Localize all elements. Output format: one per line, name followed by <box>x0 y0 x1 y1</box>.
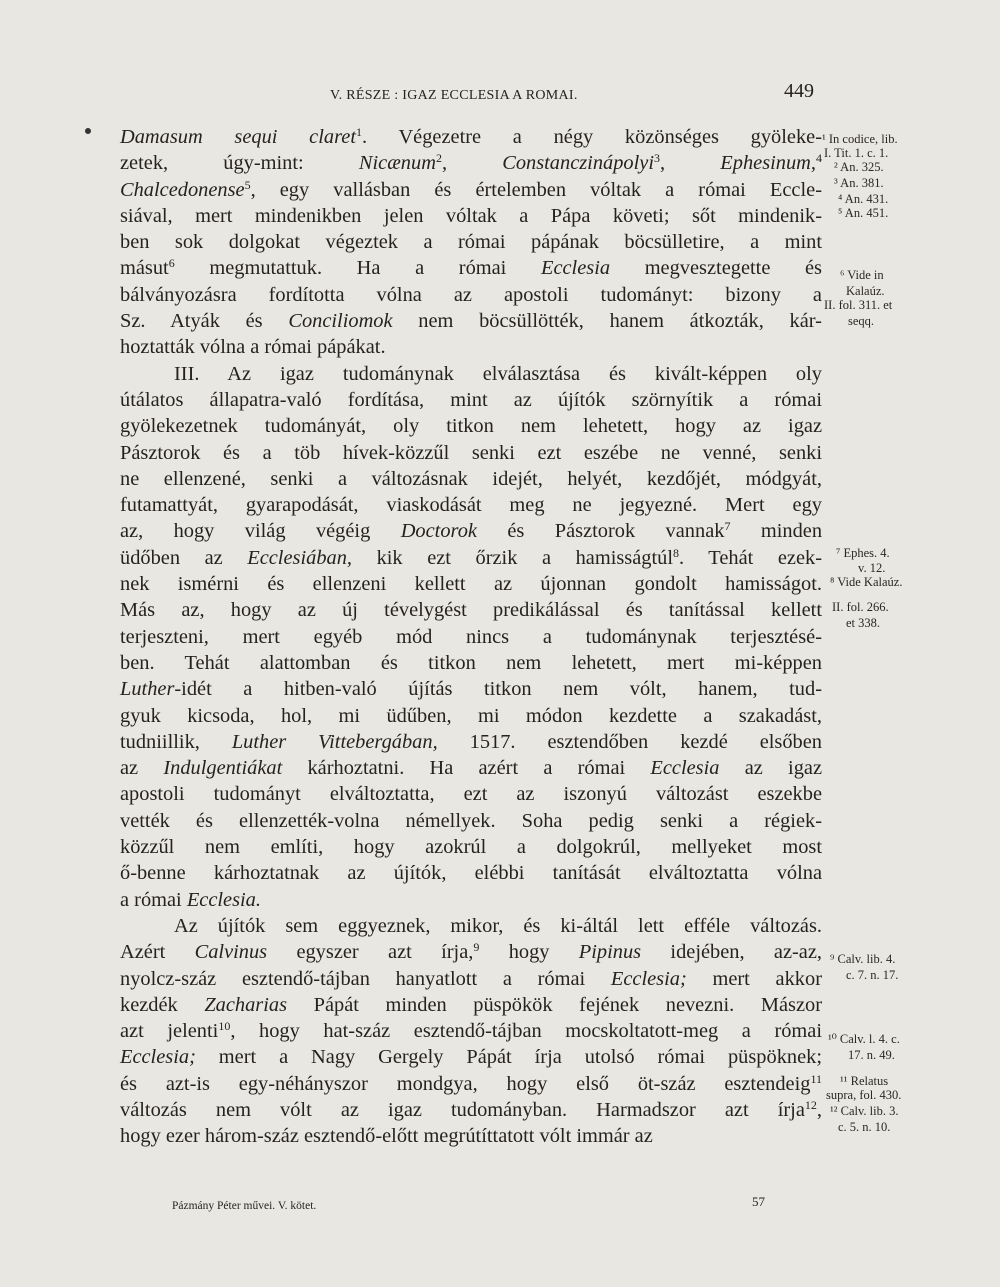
text-line <box>120 518 822 544</box>
text-segment: az <box>120 757 164 780</box>
text-segment: -idét a hitben-való újítás titkon nem vólt, hanem, tud- <box>174 678 822 701</box>
text-segment: Luther <box>120 678 175 701</box>
text-line <box>120 781 822 807</box>
text-segment: siával, mert mindenikben jelen vóltak a Pápa követi; sőt mindenik- <box>120 204 822 227</box>
text-segment: gyuk kicsoda, hol, mi üdűben, mi módon kezdette a szakadást, <box>120 704 822 727</box>
margin-note: I. Tit. 1. c. 1. <box>824 146 889 160</box>
text-segment: Ecclesia <box>650 757 720 780</box>
margin-note: c. 5. n. 10. <box>838 1120 891 1134</box>
text-segment: idejében, az-az, <box>641 941 822 964</box>
text-segment: nyolcz-száz esztendő-tájban hanyatlott a római <box>120 967 611 990</box>
text-segment: útálatos állapatra-való fordítása, mint az újítók szörnyítik a római <box>120 388 822 411</box>
text-segment: , hogy hat-száz esztendő-tájban mocskoltatott-meg a római <box>230 1020 823 1043</box>
margin-note: ¹² Calv. lib. 3. <box>830 1104 899 1118</box>
text-segment: kik ezt őrzik a hamisságtúl <box>352 546 674 569</box>
text-line <box>120 676 822 702</box>
text-segment: Azért <box>120 941 195 964</box>
text-segment: Doctorok <box>400 520 477 543</box>
text-segment: Luther Vittebergában, <box>231 730 438 753</box>
footnote-ref: 7 <box>724 519 731 534</box>
text-line <box>120 939 822 965</box>
text-segment: Más az, hogy az új tévelygést predikálással és tanítással kellett <box>120 599 822 622</box>
text-segment: zetek, úgy-mint: <box>120 152 359 175</box>
text-segment: és azt-is egy-néhányszor mondgya, hogy első öt-száz esztendeig <box>120 1072 811 1095</box>
text-segment: , <box>441 152 503 175</box>
text-segment: futamattyát, gyarapodását, viaskodását meg ne jegyezné. Mert egy <box>120 494 822 517</box>
margin-note: ⁶ Vide in <box>840 268 884 282</box>
text-line <box>120 571 822 597</box>
text-segment: Zacharias <box>204 993 288 1016</box>
bullet-mark <box>85 128 91 134</box>
text-line <box>120 1097 822 1123</box>
footnote-ref: 11 <box>810 1071 822 1086</box>
text-segment: Calvinus <box>194 941 268 964</box>
text-line <box>120 413 822 439</box>
text-line <box>120 177 822 203</box>
margin-note: II. fol. 266. <box>832 600 889 614</box>
text-segment: az, hogy világ végéig <box>120 520 401 543</box>
text-line <box>120 808 822 834</box>
text-line <box>120 597 822 623</box>
text-segment: Damasum sequi claret <box>120 126 356 148</box>
margin-note: ⁵ An. 451. <box>838 206 889 220</box>
margin-note: II. fol. 311. et <box>824 298 893 312</box>
text-segment: Ecclesia; <box>610 967 687 990</box>
text-segment: Indulgentiákat <box>163 757 283 780</box>
text-line <box>120 282 822 308</box>
text-line <box>120 387 822 413</box>
text-line <box>120 308 822 334</box>
text-segment: másut <box>120 257 169 280</box>
text-segment: Az újítók sem eggyeznek, mikor, és ki-áltál lett efféle változás. <box>174 914 822 937</box>
text-line <box>120 860 822 886</box>
text-segment: mert a Nagy Gergely Pápát írja utolsó római püspöknek; <box>195 1046 822 1069</box>
margin-note: ¹⁰ Calv. l. 4. c. <box>828 1032 900 1046</box>
text-segment: , <box>660 152 721 175</box>
text-segment: változás nem vólt az igaz tudományban. Harmadszor azt írja <box>120 1098 805 1121</box>
margin-note: ⁴ An. 431. <box>838 192 889 206</box>
text-line <box>120 150 822 176</box>
text-segment: Sz. Atyák és <box>120 310 289 333</box>
text-segment: vették és ellenzették-volna némellyek. Soha pedig senki a régiek- <box>120 809 822 832</box>
text-segment: Ecclesia. <box>186 888 261 911</box>
text-segment: ő-benne kárhoztatnak az újítók, elébbi tanítását elváltoztatta vólna <box>120 862 822 885</box>
text-segment: mert akkor <box>686 967 822 990</box>
text-segment: Pápát minden püspökök fejének nevezni. Mászor <box>287 993 822 1016</box>
text-segment: tudniillik, <box>120 730 232 753</box>
footnote-ref: 6 <box>168 256 175 271</box>
text-segment: üdőben az <box>120 546 248 569</box>
text-line <box>120 334 822 360</box>
text-segment: hogy ezer három-száz esztendő-előtt megrútíttatott vólt immár az <box>120 1125 653 1148</box>
text-segment: ben sok dolgokat végeztek a római pápának böcsülletire, a mint <box>120 231 822 254</box>
text-segment: azt jelenti <box>120 1020 219 1043</box>
text-segment: , egy vallásban és értelemben vóltak a római Eccle- <box>250 178 822 201</box>
text-line <box>120 124 822 150</box>
text-line <box>120 1018 822 1044</box>
footnote-ref: 12 <box>804 1097 817 1112</box>
text-segment: Pásztorok és a töb hívek-közzűl senki ezt eszébe ne venné, senki <box>120 441 822 464</box>
text-segment: Chalcedonense <box>120 178 245 201</box>
text-segment: minden <box>730 520 823 543</box>
margin-note: seqq. <box>848 314 875 328</box>
text-segment: nek ismérni és ellenzeni kellett az újonnan gondolt hamisságot. <box>120 573 822 596</box>
margin-note: ² An. 325. <box>834 160 884 174</box>
text-line <box>120 466 822 492</box>
text-line <box>120 1071 822 1097</box>
body-text <box>120 124 822 1150</box>
text-line <box>120 492 822 518</box>
margin-note: ⁹ Calv. lib. 4. <box>830 952 896 966</box>
margin-note: Kalaúz. <box>846 284 885 298</box>
text-segment: hogy <box>479 941 579 964</box>
text-line <box>120 887 822 913</box>
text-segment: hoztatták vólna a római pápákat. <box>120 336 386 359</box>
footnote-ref: 10 <box>218 1019 231 1034</box>
text-line <box>120 729 822 755</box>
text-line <box>120 203 822 229</box>
text-segment: nem böcsüllötték, hanem átkozták, kár- <box>392 310 822 333</box>
footnote-ref: 4 <box>816 151 823 166</box>
text-line <box>120 650 822 676</box>
text-segment: az igaz <box>719 757 822 780</box>
text-segment: terjeszteni, mert egyéb mód nincs a tudománynak terjesztésé- <box>120 625 822 648</box>
text-line <box>120 229 822 255</box>
text-segment: Conciliomok <box>288 310 393 333</box>
text-line <box>120 966 822 992</box>
footer-sheet-number: 57 <box>752 1194 765 1209</box>
text-segment: Nicænum <box>358 152 436 175</box>
text-segment: Ecclesiában, <box>247 546 353 569</box>
text-line <box>120 440 822 466</box>
footer-signature: Pázmány Péter művei. V. kötet. <box>172 1200 317 1212</box>
text-segment: . Végezetre a négy közönséges gyöleke- <box>362 126 822 148</box>
margin-note: v. 12. <box>858 561 886 575</box>
text-line <box>120 1123 822 1149</box>
running-title: V. RÉSZE : IGAZ ECCLESIA A ROMAI. <box>330 88 578 103</box>
text-line <box>120 755 822 781</box>
margin-note: ¹ In codice, lib. <box>822 132 898 146</box>
text-line <box>120 361 822 387</box>
footnote-ref: 2 <box>435 151 442 166</box>
margin-note: ¹¹ Relatus <box>840 1074 889 1088</box>
margin-note: supra, fol. 430. <box>826 1088 902 1102</box>
margin-note: ⁷ Ephes. 4. <box>836 546 890 560</box>
text-line <box>120 992 822 1018</box>
text-segment: apostoli tudományt elváltoztatta, ezt az iszonyú változást eszekbe <box>120 783 822 806</box>
text-line <box>120 703 822 729</box>
text-segment: Ecclesia; <box>120 1046 196 1069</box>
footnote-ref: 5 <box>244 177 251 192</box>
text-segment: , <box>816 1098 822 1121</box>
footnote-ref: 1 <box>356 125 362 139</box>
text-segment: 1517. esztendőben kezdé elsőben <box>437 730 822 753</box>
footnote-ref: 9 <box>473 940 480 955</box>
text-line <box>120 624 822 650</box>
text-line <box>120 545 822 571</box>
text-segment: bálványozásra fordította vólna az apostoli tudományt: bizony a <box>120 283 822 306</box>
text-segment: megmutattuk. Ha a római <box>174 257 541 280</box>
text-segment: Ecclesia <box>540 257 611 280</box>
margin-note: et 338. <box>846 616 881 630</box>
text-segment: . Tehát ezek- <box>679 546 822 569</box>
text-line <box>120 1044 822 1070</box>
text-segment: kárhoztatni. Ha azért a római <box>282 757 651 780</box>
text-segment: III. Az igaz tudománynak elválasztása és kivált-képpen oly <box>174 362 822 385</box>
text-line <box>120 913 822 939</box>
text-segment: egyszer azt írja, <box>267 941 474 964</box>
text-segment: kezdék <box>120 993 205 1016</box>
text-segment: Ephesinum, <box>720 152 817 175</box>
text-segment: a római <box>120 888 187 911</box>
margin-note: c. 7. n. 17. <box>846 968 899 982</box>
text-segment: ne ellenzené, senki a változásnak idejét, helyét, kezdőjét, módgyát, <box>120 467 822 490</box>
text-line <box>120 834 822 860</box>
margin-note: ⁸ Vide Kalaúz. <box>830 575 903 589</box>
margin-note: ³ An. 381. <box>834 176 884 190</box>
text-line <box>120 255 822 281</box>
text-segment: megvesztegette és <box>610 257 822 280</box>
text-segment: közzűl nem említi, hogy azokrúl a dolgokrúl, mellyeket most <box>120 836 822 859</box>
text-segment: és Pásztorok vannak <box>476 520 725 543</box>
text-segment: Constanczinápolyi <box>502 152 655 175</box>
page-number: 449 <box>784 80 814 102</box>
footnote-ref: 8 <box>673 545 680 560</box>
margin-note: 17. n. 49. <box>848 1048 895 1062</box>
footnote-ref: 3 <box>654 151 661 166</box>
text-segment: gyölekezetnek tudományát, oly titkon nem lehetett, hogy az igaz <box>120 415 822 438</box>
text-segment: ben. Tehát alattomban és titkon nem lehetett, mert mi-képpen <box>120 651 822 674</box>
text-segment: Pipinus <box>578 941 642 964</box>
